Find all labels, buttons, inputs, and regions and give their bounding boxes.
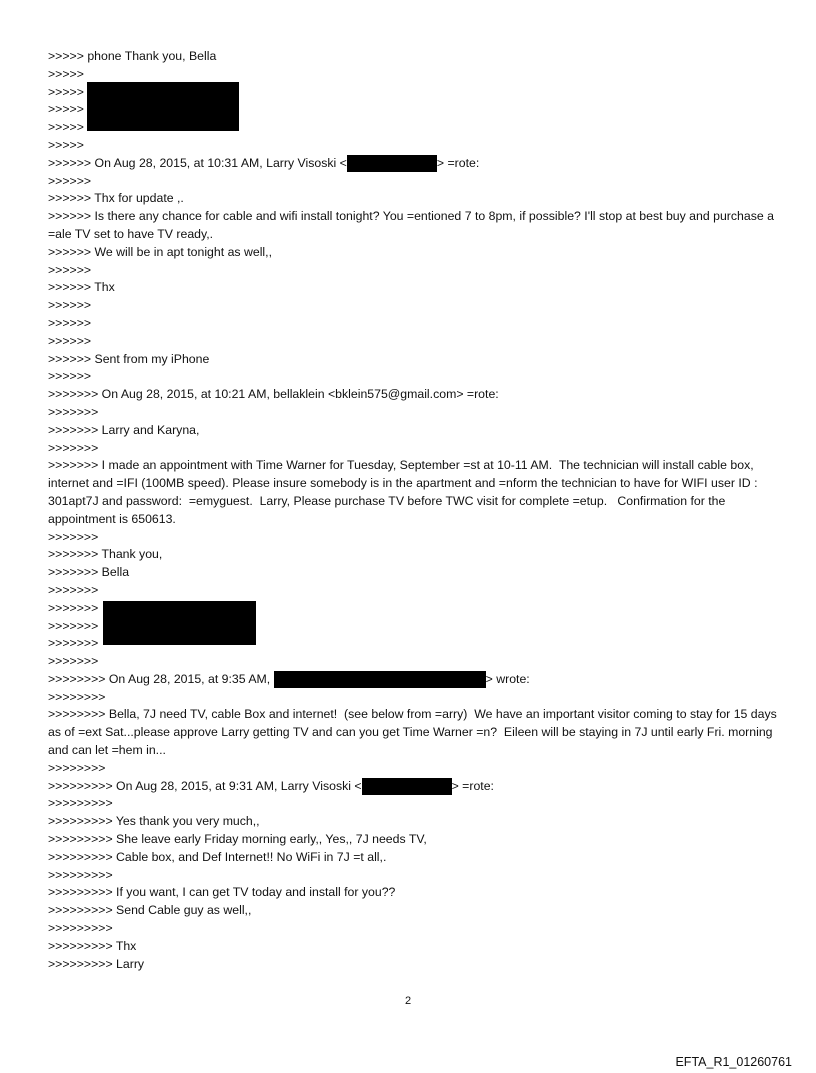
thread-line: >>>>>>>>> (48, 921, 113, 936)
header-prefix: >>>>>>>> On Aug 28, 2015, at 9:35 AM, (48, 671, 271, 686)
thread-line: >>>>> (48, 120, 84, 135)
thread-line: >>>>>>> Bella (48, 565, 130, 580)
thread-line: >>>>>>> (48, 636, 99, 651)
thread-header-line (48, 671, 778, 689)
thread-line: >>>>> phone Thank you, Bella (48, 49, 217, 63)
redacted-sender (274, 671, 486, 688)
redaction-block (87, 82, 239, 131)
redacted-email (347, 155, 437, 172)
thread-line: >>>>>>> (48, 404, 99, 419)
thread-line: >>>>>>> On Aug 28, 2015, at 10:21 AM, bellaklein <bklein575@gmail.com> =rote: (48, 387, 499, 402)
thread-line: >>>>>> Is there any chance for cable and wifi install tonight? You =entioned 7 to 8pm, if possible? I'll stop at best buy and purchase a =ale TV set to have TV ready,. (48, 209, 778, 241)
thread-line: >>>>> (48, 137, 84, 152)
thread-line: >>>>>>>>> Larry (48, 956, 145, 971)
thread-line: >>>>>> (48, 262, 92, 277)
email-thread-body (48, 48, 781, 973)
header-suffix: > wrote: (485, 671, 530, 686)
thread-line: >>>>> (48, 84, 84, 99)
page-number: 2 (404, 995, 412, 1007)
header-suffix: > =rote: (451, 778, 494, 793)
redaction-block (103, 601, 256, 645)
thread-line: >>>>>>> Larry and Karyna, (48, 422, 200, 437)
thread-line: >>>>>>>>> She leave early Friday morning early,, Yes,, 7J needs TV, (48, 832, 427, 847)
thread-line: >>>>>>>> (48, 760, 106, 775)
thread-line: >>>>>>> (48, 600, 99, 615)
thread-line: >>>>>>>>> Cable box, and Def Internet!! No WiFi in 7J =t all,. (48, 849, 387, 864)
thread-line: >>>>>>>>> Yes thank you very much,, (48, 814, 260, 829)
thread-line: >>>>>>> (48, 582, 99, 597)
thread-line: >>>>> (48, 102, 84, 117)
thread-line: >>>>>> Thx (48, 280, 115, 295)
thread-line: >>>>>>> (48, 654, 99, 669)
thread-line: >>>>>> We will be in apt tonight as well,, (48, 244, 272, 259)
thread-line: >>>>> (48, 66, 84, 81)
thread-line: >>>>>> (48, 315, 92, 330)
thread-line: >>>>>> (48, 369, 92, 384)
thread-line: >>>>>>>>> (48, 867, 113, 882)
thread-line: >>>>>>>> (48, 689, 106, 704)
document-id: EFTA_R1_01260761 (675, 1055, 792, 1069)
header-prefix: >>>>>> On Aug 28, 2015, at 10:31 AM, Larry Visoski < (48, 155, 347, 170)
thread-line: >>>>>>> (48, 618, 99, 633)
thread-line: >>>>>>>> Bella, 7J need TV, cable Box and internet! (see below from =arry) We have an important visitor coming to stay for 15 days as of =ext Sat...please approve Larry getting TV and can you get Time Warner =n? Eileen will be staying in 7J until early Fri. morning and can let =hem in... (48, 707, 781, 758)
thread-line: >>>>>>>>> If you want, I can get TV today and install for you?? (48, 885, 396, 900)
thread-line: >>>>>>> (48, 440, 99, 455)
thread-header-line (48, 155, 778, 173)
thread-line: >>>>>> Thx for update ,. (48, 191, 184, 206)
thread-line: >>>>>>> I made an appointment with Time Warner for Tuesday, September =st at 10-11 AM. The technician will install cable box, internet and =IFI (100MB speed). Please insure somebody is in the apartment and =nform the technician to have for WIFI user ID : 301apt7J and password: =emyguest. Larry, Please purchase TV before TWC visit for complete =etup. Confirmation for the appointment is 650613. (48, 458, 761, 526)
redacted-email (362, 778, 452, 795)
thread-line: >>>>>> (48, 173, 92, 188)
thread-line: >>>>>> Sent from my iPhone (48, 351, 210, 366)
header-suffix: > =rote: (436, 155, 480, 170)
thread-line: >>>>>> (48, 298, 92, 313)
header-prefix: >>>>>>>>> On Aug 28, 2015, at 9:31 AM, Larry Visoski < (48, 778, 362, 793)
thread-header-line (48, 778, 778, 796)
thread-line: >>>>>> (48, 333, 92, 348)
thread-line: >>>>>>>>> (48, 796, 113, 811)
thread-line: >>>>>>> Thank you, (48, 547, 163, 562)
thread-line: >>>>>>> (48, 529, 99, 544)
thread-line: >>>>>>>>> Send Cable guy as well,, (48, 903, 252, 918)
thread-line: >>>>>>>>> Thx (48, 938, 137, 953)
